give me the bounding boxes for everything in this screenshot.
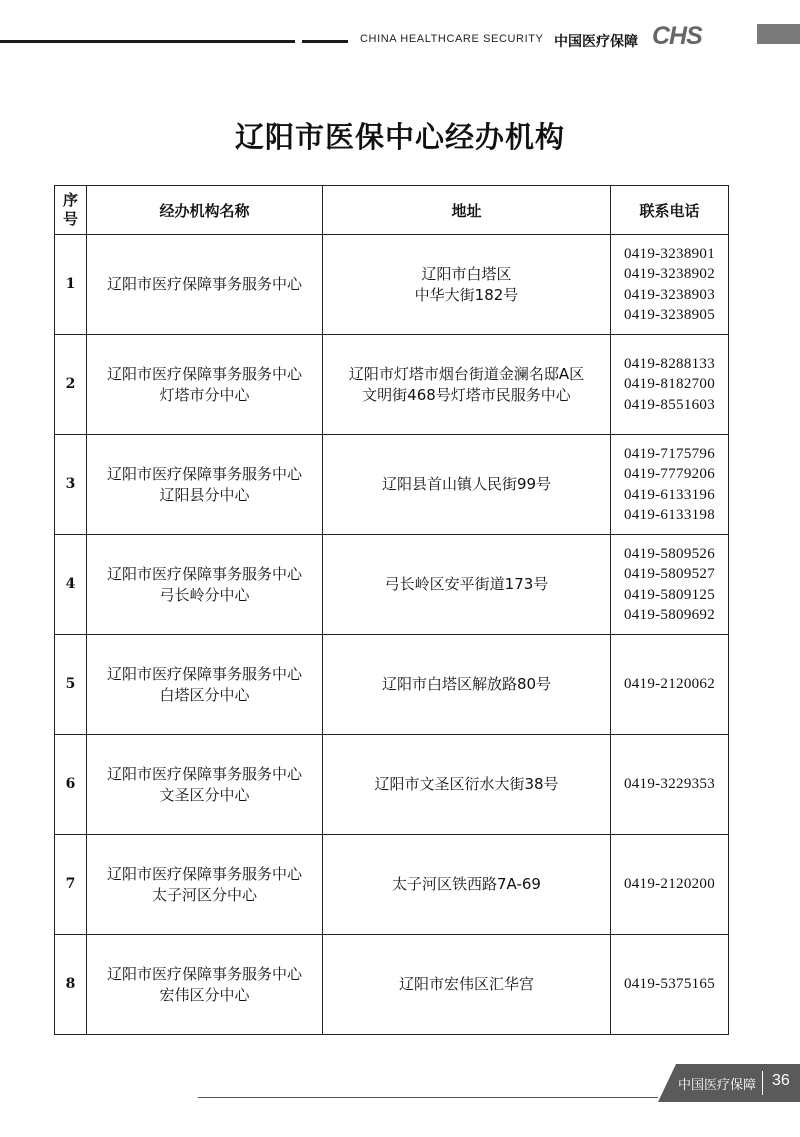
agency-address-line: 辽阳县首山镇人民街99号 <box>381 475 552 493</box>
chs-logo: CHS <box>652 22 702 50</box>
agency-name-line: 辽阳市医疗保障事务服务中心 <box>106 275 302 293</box>
agency-phone <box>611 235 729 335</box>
header-chinese-title: 中国医疗保障 <box>554 34 638 50</box>
agency-phone <box>611 535 729 635</box>
agency-name <box>87 635 323 735</box>
agency-name <box>87 735 323 835</box>
page-title: 辽阳市医保中心经办机构 <box>234 120 565 154</box>
agency-address <box>323 335 611 435</box>
agency-address <box>323 635 611 735</box>
table-row <box>55 435 729 535</box>
agency-phone-line: 0419-6133198 <box>623 507 716 523</box>
agency-phone-line: 0419-8551603 <box>623 396 716 413</box>
agency-phone-line: 0419-3238905 <box>623 307 716 323</box>
agency-name <box>87 335 323 435</box>
agency-phone-line: 0419-8288133 <box>623 355 716 372</box>
col-header-address: 地址 <box>323 186 611 235</box>
table-row <box>55 735 729 835</box>
agency-phone <box>611 435 729 535</box>
agency-phone-line: 0419-5809527 <box>623 566 716 582</box>
agency-name-line: 宏伟区分中心 <box>159 985 250 1004</box>
agency-phone <box>611 735 729 835</box>
agency-address <box>323 435 611 535</box>
agency-name <box>87 235 323 335</box>
agency-address-line: 辽阳市灯塔市烟台街道金澜名邸A区 <box>348 364 585 383</box>
agency-address <box>323 535 611 635</box>
col-header-seq-char: 号 <box>62 210 78 228</box>
agency-name-line: 辽阳县分中心 <box>159 485 250 504</box>
agency-phone-line: 0419-5809692 <box>623 607 716 623</box>
agency-address <box>323 935 611 1035</box>
agency-phone-line: 0419-3238902 <box>623 266 716 282</box>
agency-address-line: 辽阳市宏伟区汇华宫 <box>398 975 534 993</box>
agency-phone-line: 0419-6133196 <box>623 486 716 503</box>
agency-address <box>323 735 611 835</box>
row-number: 7 <box>55 835 87 935</box>
agency-phone-line: 0419-5809125 <box>623 586 716 603</box>
row-number: 2 <box>55 335 87 435</box>
agency-address-line: 中华大街182号 <box>414 285 519 304</box>
row-number: 4 <box>55 535 87 635</box>
table-row <box>55 235 729 335</box>
footer-rule <box>198 1097 658 1098</box>
row-number: 3 <box>55 435 87 535</box>
agency-name-line: 灯塔市分中心 <box>159 385 250 404</box>
agency-address-line: 辽阳市白塔区解放路80号 <box>381 675 552 693</box>
agency-phone-line: 0419-2120200 <box>623 876 716 893</box>
agency-phone <box>611 935 729 1035</box>
agency-name-line: 文圣区分中心 <box>159 785 250 804</box>
agency-phone-line: 0419-5375165 <box>623 976 716 993</box>
agency-phone-line: 0419-2120062 <box>623 676 716 693</box>
agency-name-line: 太子河区分中心 <box>151 885 257 904</box>
table-row <box>55 535 729 635</box>
agency-name-line: 弓长岭分中心 <box>159 585 250 604</box>
col-header-seq <box>55 186 87 235</box>
agency-phone-line: 0419-3229353 <box>623 776 716 793</box>
col-header-seq-char: 序 <box>62 191 78 209</box>
agency-phone <box>611 335 729 435</box>
agency-name-line: 辽阳市医疗保障事务服务中心 <box>106 764 302 783</box>
row-number: 6 <box>55 735 87 835</box>
agency-phone-line: 0419-3238903 <box>623 286 716 303</box>
agency-phone-line: 0419-3238901 <box>623 245 716 262</box>
table-row <box>55 635 729 735</box>
agency-address <box>323 835 611 935</box>
agency-name-line: 辽阳市医疗保障事务服务中心 <box>106 864 302 883</box>
agency-name-line: 辽阳市医疗保障事务服务中心 <box>106 564 302 583</box>
agency-name-line: 辽阳市医疗保障事务服务中心 <box>106 464 302 483</box>
agency-name <box>87 835 323 935</box>
footer-separator <box>762 1071 763 1095</box>
agency-name-line: 辽阳市医疗保障事务服务中心 <box>106 964 302 983</box>
agency-name <box>87 935 323 1035</box>
agency-name-line: 白塔区分中心 <box>159 685 250 704</box>
table-row <box>55 335 729 435</box>
agency-phone <box>611 835 729 935</box>
agency-table <box>54 185 729 1035</box>
row-number: 5 <box>55 635 87 735</box>
table-header-row <box>55 186 729 235</box>
col-header-phone: 联系电话 <box>611 186 729 235</box>
agency-address-line: 文明街468号灯塔市民服务中心 <box>362 385 571 404</box>
header-rule-left <box>0 40 295 43</box>
header-corner-block <box>757 24 800 44</box>
agency-name-line: 辽阳市医疗保障事务服务中心 <box>106 664 302 683</box>
agency-phone-line: 0419-7175796 <box>623 445 716 462</box>
col-header-name: 经办机构名称 <box>87 186 323 235</box>
agency-name-line: 辽阳市医疗保障事务服务中心 <box>106 364 302 383</box>
agency-address-line: 辽阳市白塔区 <box>421 264 512 283</box>
agency-phone-line: 0419-7779206 <box>623 466 716 482</box>
row-number: 8 <box>55 935 87 1035</box>
agency-phone-line: 0419-5809526 <box>623 545 716 562</box>
table-row <box>55 935 729 1035</box>
agency-phone <box>611 635 729 735</box>
agency-address-line: 弓长岭区安平街道173号 <box>384 575 549 593</box>
page-number: 36 <box>772 1072 790 1089</box>
table-row <box>55 835 729 935</box>
agency-address-line: 太子河区铁西路7A-69 <box>392 875 541 893</box>
header-english-title: CHINA HEALTHCARE SECURITY <box>360 33 544 45</box>
agency-address <box>323 235 611 335</box>
footer-publication-name: 中国医疗保障 <box>678 1078 757 1093</box>
header-rule-short <box>302 40 348 43</box>
row-number: 1 <box>55 235 87 335</box>
table-body <box>55 235 729 1035</box>
agency-name <box>87 435 323 535</box>
agency-address-line: 辽阳市文圣区衍水大街38号 <box>374 775 559 793</box>
agency-name <box>87 535 323 635</box>
agency-phone-line: 0419-8182700 <box>623 376 716 393</box>
